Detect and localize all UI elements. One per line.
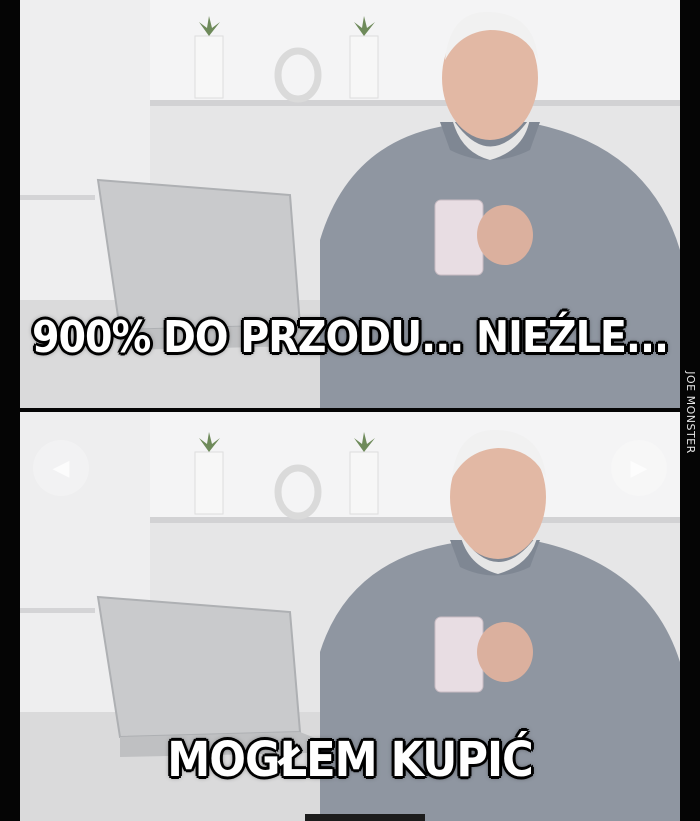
- meme-image: [20, 0, 680, 821]
- bottom-caption: MOGŁEM KUPIĆ: [167, 732, 533, 788]
- watermark: [682, 362, 698, 462]
- bottom-strip: [305, 814, 425, 821]
- next-button[interactable]: [611, 440, 667, 496]
- top-caption: 900% DO PRZODU... NIEŹLE...: [31, 312, 669, 363]
- previous-button[interactable]: [33, 440, 89, 496]
- chevron-right-icon: ▶: [630, 455, 648, 481]
- watermark-text: JOE MONSTER: [683, 370, 697, 454]
- chevron-left-icon: ◀: [52, 455, 70, 481]
